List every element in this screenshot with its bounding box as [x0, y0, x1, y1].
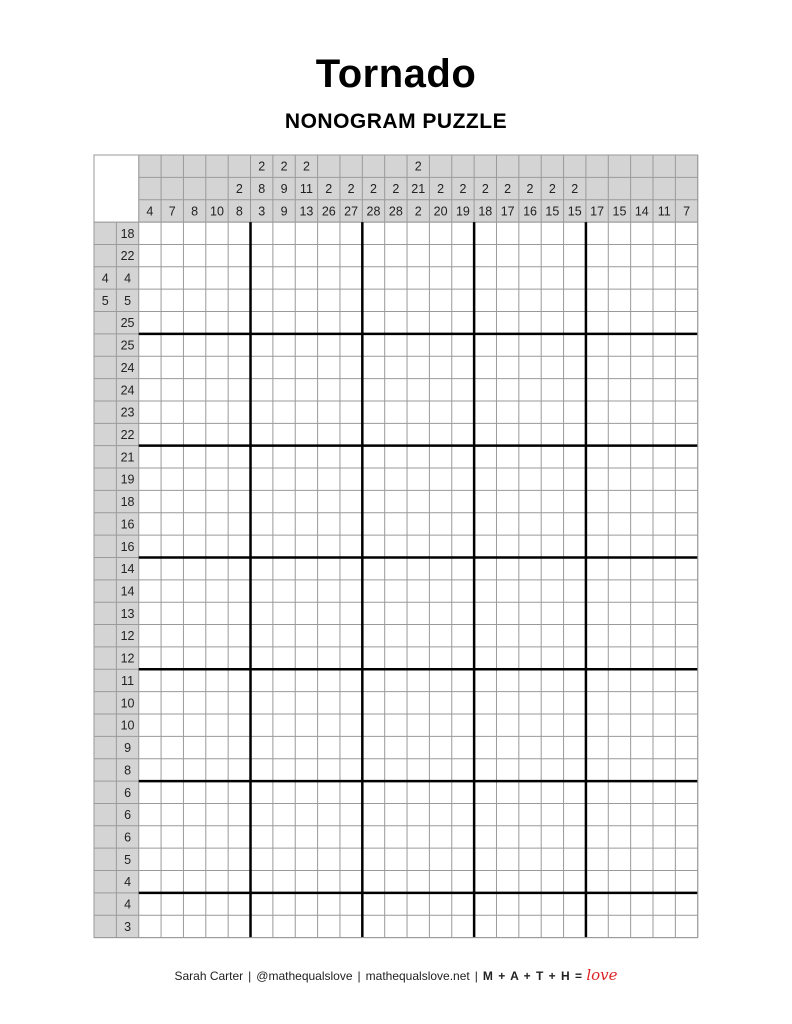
puzzle-subtitle: NONOGRAM PUZZLE [284, 110, 508, 133]
column-clue-number: 21 [411, 182, 426, 197]
row-clue-number: 13 [120, 606, 135, 621]
footer-site: mathequalslove.net [365, 969, 470, 983]
column-clue-number: 19 [455, 204, 470, 219]
column-clue-number: 7 [168, 204, 176, 219]
column-clue-number: 8 [235, 204, 243, 219]
column-clue-number: 14 [634, 204, 649, 219]
column-clue-number: 9 [280, 204, 288, 219]
row-clue-number: 24 [120, 360, 135, 375]
column-clue-number: 2 [280, 159, 288, 174]
column-clue-number: 9 [280, 182, 288, 197]
column-clue-number: 7 [683, 204, 691, 219]
column-clue-number: 2 [571, 182, 579, 197]
row-clue-number: 25 [120, 316, 135, 331]
puzzle-border [94, 155, 698, 938]
row-clue-number: 18 [120, 495, 135, 510]
column-clue-number: 2 [504, 182, 512, 197]
column-clue-number: 15 [567, 204, 582, 219]
row-clue-number: 23 [120, 405, 135, 420]
column-clue-number: 17 [500, 204, 515, 219]
footer: Sarah Carter | @mathequalslove | mathequalslove.net | M + A + T + H = love [174, 966, 618, 984]
column-clue-number: 4 [146, 204, 154, 219]
row-clue-number: 6 [124, 785, 132, 800]
column-clue-number: 2 [548, 182, 556, 197]
column-clue-number: 10 [210, 204, 224, 219]
column-clue-number: 8 [258, 182, 266, 197]
column-clue-number: 2 [414, 159, 422, 174]
row-clue-number: 5 [101, 293, 109, 308]
column-clue-number: 11 [657, 204, 671, 219]
row-clue-number: 4 [101, 271, 109, 286]
row-clue-number: 4 [124, 875, 132, 890]
column-clue-number: 2 [370, 182, 377, 197]
column-clue-number: 26 [321, 204, 336, 219]
row-clue-number: 12 [120, 651, 135, 666]
row-clue-number: 16 [120, 539, 135, 554]
column-clue-number: 2 [325, 182, 333, 197]
row-clue-number: 22 [120, 428, 135, 442]
column-clue-number: 8 [191, 204, 199, 219]
row-clue-number: 9 [124, 741, 132, 756]
column-clue-number: 18 [478, 204, 493, 219]
column-clue-number: 17 [590, 204, 605, 219]
corner-box [94, 155, 139, 222]
column-clue-number: 16 [523, 204, 537, 219]
column-clue-number: 15 [545, 204, 560, 219]
row-clue-number: 12 [120, 629, 135, 644]
column-clue-number: 2 [392, 182, 400, 197]
column-clue-number: 27 [344, 204, 359, 219]
row-clue-number: 10 [120, 718, 135, 733]
row-clue-number: 11 [121, 673, 135, 688]
puzzle-title: Tornado [315, 52, 477, 96]
column-clue-number: 2 [459, 182, 467, 197]
column-clue-number: 2 [347, 182, 355, 197]
column-clue-number: 28 [388, 204, 403, 219]
row-clue-number: 18 [120, 226, 135, 241]
row-clue-number: 24 [120, 383, 135, 398]
row-clue-number: 19 [120, 472, 135, 487]
row-clue-number: 4 [124, 897, 132, 912]
column-clue-number: 2 [414, 204, 422, 219]
footer-handle: @mathequalslove [256, 969, 353, 983]
column-clue-number: 20 [433, 204, 448, 219]
row-clue-number: 5 [124, 852, 132, 867]
column-clue-number: 15 [612, 204, 627, 219]
footer-author: Sarah Carter [174, 969, 244, 983]
row-clue-number: 4 [124, 271, 132, 286]
row-clue-number: 22 [120, 249, 135, 264]
footer-brand-love: love [586, 966, 618, 984]
row-clue-number: 6 [124, 830, 132, 845]
row-clue-number: 6 [124, 808, 132, 823]
column-clue-number: 2 [258, 159, 266, 174]
column-clue-number: 11 [299, 182, 313, 197]
footer-brand: M + A + T + H = [482, 969, 583, 983]
row-clue-number: 16 [120, 517, 135, 532]
column-clue-number: 2 [235, 182, 243, 197]
column-clue-number: 3 [258, 204, 266, 219]
column-clue-number: 13 [299, 204, 314, 219]
column-clue-number: 2 [437, 182, 445, 197]
row-clue-number: 5 [124, 293, 132, 308]
row-clue-number: 21 [120, 450, 135, 465]
row-clue-number: 3 [124, 919, 132, 934]
row-clue-number: 14 [120, 562, 135, 577]
row-clue-number: 10 [120, 696, 135, 711]
column-clue-number: 2 [302, 159, 310, 174]
row-clue-number: 8 [124, 763, 132, 778]
column-clue-number: 2 [481, 182, 489, 197]
row-clue-number: 14 [120, 584, 135, 599]
column-clue-number: 28 [366, 204, 381, 219]
column-clue-number: 2 [526, 182, 534, 197]
row-clue-number: 25 [120, 338, 135, 353]
